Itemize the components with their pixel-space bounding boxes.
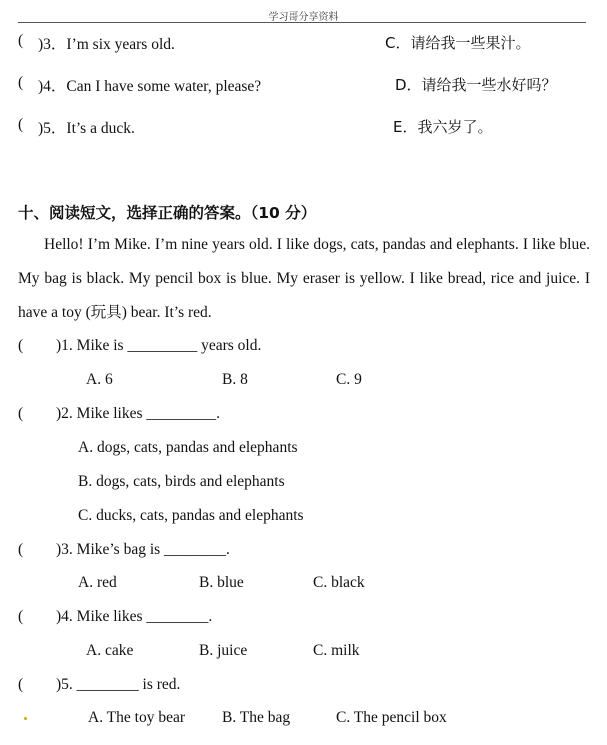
question-4-option-a: A. cake xyxy=(86,642,134,659)
question-1-option-b: B. 8 xyxy=(222,371,248,388)
question-2-option-c: C. ducks, cats, pandas and elephants xyxy=(78,507,304,524)
answer-paren: ( xyxy=(18,676,24,693)
answer-paren: ( xyxy=(18,337,24,354)
matching-answer-c: C．请给我一些果汁。 xyxy=(385,34,531,52)
header-rule xyxy=(18,22,586,23)
question-2-option-a: A. dogs, cats, pandas and elephants xyxy=(78,439,298,456)
question-1-option-c: C. 9 xyxy=(336,371,362,388)
matching-answer-d: D．请给我一些水好吗？ xyxy=(395,76,557,94)
question-4-option-b: B. juice xyxy=(199,642,248,659)
question-3-option-b: B. blue xyxy=(199,574,244,591)
page-header: 学习哥分享资料 xyxy=(268,12,339,23)
answer-paren: ( xyxy=(18,608,24,625)
section-title: 十、阅读短文，选择正确的答案。（10 分） xyxy=(18,204,317,222)
answer-paren: ( xyxy=(18,541,24,558)
question-4-option-c: C. milk xyxy=(313,642,360,659)
question-3-option-c: C. black xyxy=(313,574,365,591)
matching-item-3: )3．I’m six years old. xyxy=(38,36,175,53)
question-1-stem: )1. Mike is _________ years old. xyxy=(56,337,262,354)
question-2-option-b: B. dogs, cats, birds and elephants xyxy=(78,473,285,490)
matching-item-4: )4．Can I have some water, please? xyxy=(38,78,262,95)
question-2-stem: )2. Mike likes _________. xyxy=(56,405,221,422)
matching-item-5: )5．It’s a duck. xyxy=(38,120,135,137)
question-5-stem: )5. ________ is red. xyxy=(56,676,181,693)
answer-paren: ( xyxy=(18,74,24,91)
question-1-option-a: A. 6 xyxy=(86,371,113,388)
matching-answer-e: E．我六岁了。 xyxy=(393,118,493,136)
question-3-option-a: A. red xyxy=(78,574,117,591)
question-3-stem: )3. Mike’s bag is ________. xyxy=(56,541,230,558)
question-5-option-b: B. The bag xyxy=(222,709,291,726)
question-5-option-a: A. The toy bear xyxy=(88,709,185,726)
stray-dot xyxy=(24,717,27,720)
question-4-stem: )4. Mike likes ________. xyxy=(56,608,213,625)
reading-passage xyxy=(18,228,590,330)
question-5-option-c: C. The pencil box xyxy=(336,709,447,726)
passage-text: Hello! I’m Mike. I’m nine years old. I like dogs, cats, pandas and elephants. I like blue. My bag is black. My pencil box is blue. My eraser is yellow. I like bread, rice and juice. I have a toy (玩具) bear. It’s red. xyxy=(18,236,590,321)
answer-paren: ( xyxy=(18,405,24,422)
answer-paren: ( xyxy=(18,32,24,49)
answer-paren: ( xyxy=(18,116,24,133)
